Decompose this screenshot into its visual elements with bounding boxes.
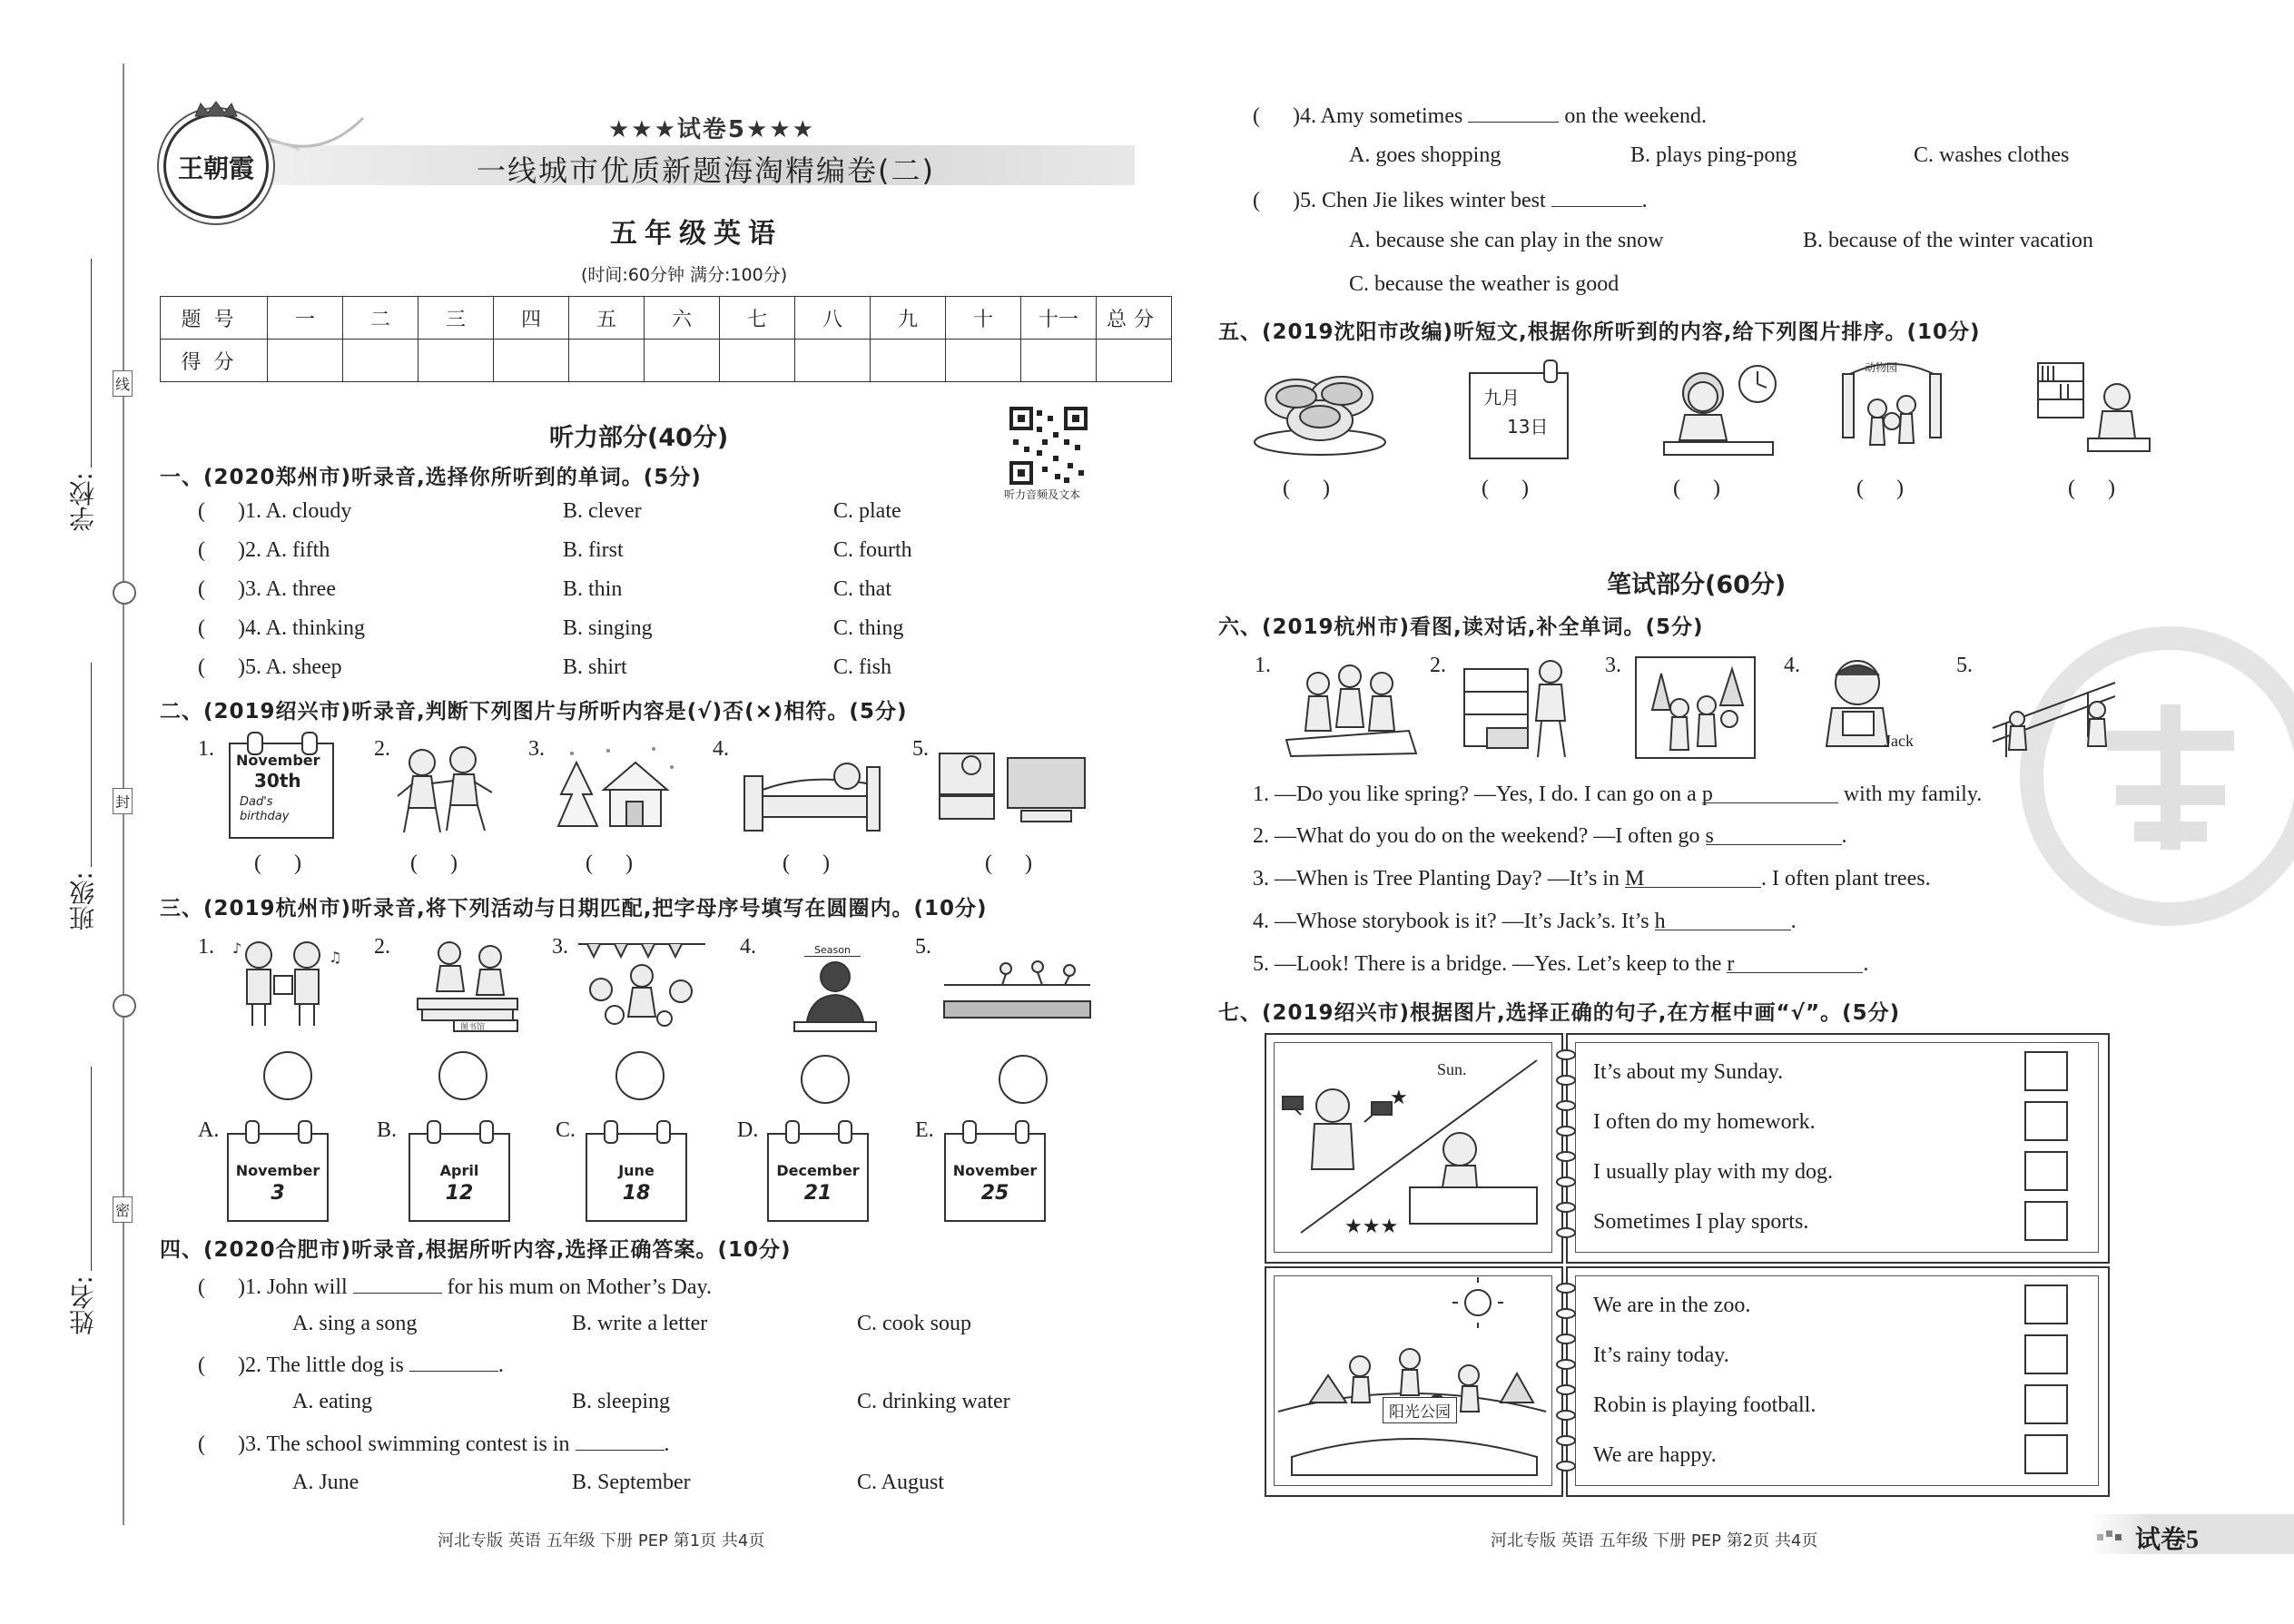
time-info: (时间:60分钟 满分:100分) [581, 265, 788, 285]
score-row2-label: 得分 [161, 340, 268, 382]
calendar-month: June [618, 1162, 655, 1179]
answer-blank[interactable]: r [1727, 952, 1863, 973]
class-label: 班级: [68, 871, 98, 931]
s4-option-b: B. because of the winter vacation [1803, 229, 2093, 252]
s7-p1-checkbox-4[interactable] [2024, 1201, 2068, 1241]
s7-p2-checkbox-4[interactable] [2024, 1434, 2068, 1474]
score-col: 八 [795, 297, 871, 340]
s6-sentence-5: 5. —Look! There is a bridge. —Yes. Let’s keep to the r . [1253, 952, 1869, 976]
s5-calendar-month: 九月 [1483, 387, 1520, 408]
left-footer: 河北专版 英语 五年级 下册 PEP 第1页 共4页 [438, 1531, 765, 1550]
s7-p2-checkbox-2[interactable] [2024, 1334, 2068, 1374]
s3-date-letter-d: D. [737, 1118, 759, 1142]
right-footer: 河北专版 英语 五年级 下册 PEP 第2页 共4页 [1491, 1531, 1818, 1550]
calendar-ring-icon [479, 1120, 494, 1144]
s4-option-a: A. June [292, 1471, 359, 1494]
s7-p1-checkbox-1[interactable] [2024, 1051, 2068, 1091]
qr-code-icon[interactable] [1009, 407, 1088, 485]
calendar-day: 25 [980, 1182, 1009, 1205]
score-cell[interactable] [645, 340, 720, 382]
s7-p2-sentence-2: It’s rainy today. [1593, 1343, 1729, 1367]
s7-p2-sentence-4: We are happy. [1593, 1443, 1717, 1467]
s4-item-5: ( )5. Chen Jie likes winter best . [1253, 186, 1648, 213]
s7-p1-checkbox-3[interactable] [2024, 1151, 2068, 1191]
s1-option-c: C. that [833, 577, 891, 601]
score-row1-label: 题号 [161, 297, 268, 340]
answer-paren[interactable]: ( [198, 538, 205, 562]
calendar-day: 12 [445, 1182, 474, 1205]
publisher-logo [163, 113, 269, 219]
s3-date-letter-b: B. [377, 1118, 398, 1142]
section5-title: 五、(2019沈阳市改编)听短文,根据你所听到的内容,给下列图片排序。(10分) [1218, 320, 1981, 344]
class-field-line[interactable] [91, 663, 92, 867]
s3-season-label: Season [804, 944, 861, 957]
s1-option-c: C. fish [833, 655, 892, 679]
calendar-month: November [235, 1162, 320, 1179]
qr-caption: 听力音频及文本 [1004, 488, 1081, 501]
calendar-ring-icon [298, 1120, 312, 1144]
score-col: 总分 [1097, 297, 1172, 340]
s2-answer-2[interactable]: ( ) [410, 851, 458, 875]
s5-picture-girl-clock [1659, 359, 1777, 458]
s7-panel2-sign: 阳光公园 [1383, 1397, 1457, 1423]
s7-panel1-label: Sun. [1437, 1060, 1467, 1078]
s3-date-calendar-a [227, 1133, 329, 1222]
s6-num-3: 3. [1605, 654, 1621, 677]
school-field-line[interactable] [91, 259, 92, 468]
s4-item-1: ( )1. John will for his mum on Mother’s Day. [198, 1273, 712, 1300]
s7-p2-checkbox-3[interactable] [2024, 1384, 2068, 1424]
s1-option-c: C. plate [833, 499, 901, 523]
s2-num-5: 5. [912, 737, 929, 761]
svg-text:★★★: ★★★ [1344, 1216, 1399, 1238]
s7-panel-1-spiral [1554, 1044, 1578, 1249]
s7-panel-2-picture [1265, 1266, 1563, 1497]
section4-title: 四、(2020合肥市)听录音,根据所听内容,选择正确答案。(10分) [160, 1238, 792, 1262]
score-cell[interactable] [946, 340, 1021, 382]
s2-num-4: 4. [713, 737, 729, 761]
calendar-ring-icon [785, 1120, 800, 1144]
answer-blank[interactable] [353, 1273, 442, 1294]
answer-paren[interactable]: ( [198, 1432, 205, 1456]
s7-p1-sentence-3: I usually play with my dog. [1593, 1160, 1833, 1184]
s6-jack-label: Jack [1885, 732, 1914, 750]
logo-crown-icon [193, 100, 239, 118]
s6-num-2: 2. [1430, 654, 1446, 677]
answer-paren[interactable]: ( [198, 577, 205, 601]
calendar-day: 21 [803, 1182, 832, 1205]
s6-picture-tree-planting [1634, 655, 1757, 760]
s1-option-b: B. thin [563, 577, 623, 601]
s4-option-c: C. drinking water [857, 1390, 1010, 1413]
s3-num-3: 3. [552, 935, 568, 959]
s3-num-2: 2. [374, 935, 390, 959]
s3-answer-circle-5[interactable] [999, 1055, 1048, 1104]
calendar-month: November [236, 752, 320, 769]
s4-option-c: C. cook soup [857, 1312, 971, 1335]
s7-panel-2-spiral [1554, 1277, 1578, 1482]
s5-answer-2[interactable]: ( ) [1482, 477, 1529, 500]
s4-option-a: A. eating [292, 1390, 372, 1413]
score-col: 七 [720, 297, 795, 340]
score-col: 九 [871, 297, 946, 340]
s1-option-b: B. singing [563, 616, 653, 640]
calendar-note: birthday [240, 810, 290, 823]
calendar-month: April [439, 1162, 479, 1179]
s4-option-a: A. goes shopping [1349, 143, 1501, 167]
s7-p1-checkbox-2[interactable] [2024, 1101, 2068, 1141]
score-cell[interactable] [343, 340, 418, 382]
s4-option-a: A. because she can play in the snow [1349, 229, 1664, 252]
s4-item-3: ( )3. The school swimming contest is in . [198, 1430, 670, 1457]
seal-label-seal: 封 [113, 788, 133, 814]
s5-picture-zoo [1832, 356, 1952, 458]
calendar-ring-icon [1015, 1120, 1029, 1144]
s1-option-b: B. shirt [563, 655, 627, 679]
score-cell[interactable] [1021, 340, 1097, 382]
score-cell[interactable] [268, 340, 343, 382]
s4-item-4: ( )4. Amy sometimes on the weekend. [1253, 102, 1707, 129]
score-row-values [161, 340, 1172, 382]
answer-paren[interactable]: ( [1253, 104, 1260, 128]
binding-hole-icon [113, 581, 136, 605]
section2-title: 二、(2019绍兴市)听录音,判断下列图片与所听内容是(√)否(×)相符。(5分) [160, 700, 908, 723]
s6-picture-jack [1805, 655, 1923, 763]
answer-blank[interactable] [576, 1430, 665, 1451]
s3-answer-circle-4[interactable] [801, 1055, 850, 1104]
s4-option-b: B. plays ping-pong [1630, 143, 1797, 167]
s5-calendar-day: 13日 [1507, 416, 1549, 438]
answer-paren[interactable]: ( [198, 1275, 205, 1299]
score-cell[interactable] [720, 340, 795, 382]
seal-label-secret: 密 [113, 1196, 133, 1223]
score-col: 六 [645, 297, 720, 340]
calendar-day: 3 [271, 1182, 285, 1205]
s3-picture-party [574, 935, 710, 1033]
s1-option-c: C. thing [833, 616, 904, 640]
calendar-ring-icon [962, 1120, 977, 1144]
calendar-note: Dad's [240, 795, 273, 809]
corner-squares-icon [2097, 1527, 2133, 1541]
writing-header: 笔试部分(60分) [1607, 571, 1787, 599]
s3-date-letter-c: C. [556, 1118, 576, 1142]
s4-item-2: ( )2. The little dog is . [198, 1351, 504, 1378]
section6-title: 六、(2019杭州市)看图,读对话,补全单词。(5分) [1218, 615, 1704, 639]
s5-answer-1[interactable]: ( ) [1283, 477, 1330, 500]
name-field-line[interactable] [91, 1067, 92, 1271]
s3-date-calendar-c [586, 1133, 687, 1222]
s5-answer-4[interactable]: ( ) [1856, 477, 1904, 500]
score-cell[interactable] [1097, 340, 1172, 382]
s5-picture-mooncakes [1251, 359, 1389, 457]
answer-blank[interactable] [409, 1351, 498, 1372]
s2-num-1: 1. [198, 737, 214, 761]
s3-picture-season [781, 944, 890, 1035]
section7-title: 七、(2019绍兴市)根据图片,选择正确的句子,在方框中画“√”。(5分) [1218, 1001, 1901, 1025]
s7-p2-sentence-1: We are in the zoo. [1593, 1294, 1751, 1317]
s4-option-c: C. August [857, 1471, 945, 1494]
s1-item-3: ( )3. A. three [198, 577, 336, 601]
svg-text:★: ★ [1390, 1087, 1408, 1109]
answer-blank[interactable]: p [1702, 782, 1838, 803]
score-cell[interactable] [795, 340, 871, 382]
s5-zoo-sign: 动物园 [1865, 361, 1898, 374]
calendar-month: November [952, 1162, 1038, 1179]
score-col: 五 [569, 297, 645, 340]
s7-panel-1-picture [1265, 1033, 1563, 1264]
s4-option-c: C. washes clothes [1914, 143, 2070, 167]
s1-item-2: ( )2. A. fifth [198, 538, 330, 562]
calendar-ring-icon [245, 1120, 260, 1144]
s3-picture-running [942, 958, 1092, 1023]
s7-p2-checkbox-1[interactable] [2024, 1284, 2068, 1324]
answer-blank[interactable] [1468, 102, 1559, 123]
s6-picture-bridge [1988, 655, 2120, 760]
s4-option-b: B. write a letter [572, 1312, 708, 1335]
calendar-month: December [776, 1162, 860, 1179]
s3-num-1: 1. [198, 935, 214, 959]
s3-answer-circle-3[interactable] [615, 1051, 665, 1100]
s3-date-calendar-d [767, 1133, 869, 1222]
name-label: 姓名: [68, 1275, 98, 1335]
s4-option-c: C. because the weather is good [1349, 272, 1620, 296]
s3-date-calendar-e [944, 1133, 1046, 1222]
answer-blank[interactable]: s [1706, 824, 1842, 845]
s2-picture-kids [390, 740, 499, 840]
binding-hole-icon [113, 994, 136, 1018]
score-col: 一 [268, 297, 343, 340]
calendar-day: 30th [254, 770, 301, 792]
s2-answer-1[interactable]: ( ) [254, 851, 301, 875]
s6-num-4: 4. [1784, 654, 1800, 677]
s2-picture-tv [935, 740, 1089, 835]
calendar-ring-icon [838, 1120, 852, 1144]
s3-date-letter-a: A. [198, 1118, 220, 1142]
answer-paren[interactable]: ( [198, 499, 205, 523]
s3-answer-circle-1[interactable] [263, 1051, 312, 1100]
s2-num-3: 3. [528, 737, 545, 761]
s1-item-4: ( )4. A. thinking [198, 616, 366, 640]
s4-option-a: A. sing a song [292, 1312, 418, 1335]
s7-p1-sentence-4: Sometimes I play sports. [1593, 1210, 1809, 1234]
calendar-ring-icon [1543, 359, 1558, 383]
seal-label-line: 线 [113, 370, 133, 397]
score-col: 十 [946, 297, 1021, 340]
s2-num-2: 2. [374, 737, 390, 761]
s3-date-calendar-b [409, 1133, 510, 1222]
s1-item-1: ( )1. A. cloudy [198, 499, 352, 523]
s6-picture-picnic [1282, 658, 1418, 758]
section3-title: 三、(2019杭州市)听录音,将下列活动与日期匹配,把字母序号填写在圆圈内。(10分) [160, 897, 988, 920]
calendar-ring-icon [604, 1120, 618, 1144]
s2-picture-bed [740, 740, 885, 835]
s6-sentence-4: 4. —Whose storybook is it? —It’s Jack’s. It’s h . [1253, 910, 1797, 933]
score-row-header [161, 297, 1172, 340]
s6-sentence-3: 3. —When is Tree Planting Day? —It’s in M . I often plant trees. [1253, 867, 1931, 891]
answer-blank[interactable] [1551, 186, 1642, 207]
s7-p1-sentence-2: I often do my homework. [1593, 1110, 1816, 1134]
s3-num-5: 5. [915, 935, 931, 959]
score-cell[interactable] [569, 340, 645, 382]
logo-text: 王朝霞 [177, 155, 254, 183]
s5-picture-study [2033, 359, 2151, 458]
s3-answer-circle-2[interactable] [438, 1051, 487, 1100]
s3-picture-singing [227, 935, 345, 1030]
s6-num-1: 1. [1255, 654, 1271, 677]
answer-paren[interactable]: ( [198, 655, 205, 679]
calendar-ring-icon [427, 1120, 441, 1144]
calendar-ring-icon [656, 1120, 671, 1144]
answer-blank[interactable]: h [1655, 910, 1791, 930]
score-col: 二 [343, 297, 418, 340]
s1-option-c: C. fourth [833, 538, 912, 562]
subject-title: 五年级英语 [610, 218, 783, 250]
s6-picture-shopping [1460, 655, 1587, 760]
s7-panel-2-options [1566, 1266, 2110, 1497]
s3-sign-label: 图书馆 [460, 1023, 486, 1032]
s7-p2-sentence-3: Robin is playing football. [1593, 1393, 1816, 1417]
s2-picture-calendar [229, 743, 334, 839]
binding-margin [0, 0, 131, 1624]
s1-option-b: B. first [563, 538, 624, 562]
s3-picture-books [404, 935, 531, 1033]
score-col: 十一 [1021, 297, 1097, 340]
s5-answer-3[interactable]: ( ) [1673, 477, 1720, 500]
s3-num-4: 4. [740, 935, 756, 959]
listening-header: 听力部分(40分) [549, 424, 729, 452]
s5-answer-5[interactable]: ( ) [2068, 477, 2115, 500]
s5-picture-calendar [1469, 372, 1569, 459]
s2-answer-4[interactable]: ( ) [783, 851, 830, 875]
s2-picture-snow-house [554, 740, 681, 840]
svg-text:♫: ♫ [329, 949, 342, 966]
exam-badge: ★★★试卷5★★★ [608, 116, 815, 143]
s2-answer-3[interactable]: ( ) [586, 851, 633, 875]
score-cell[interactable] [418, 340, 494, 382]
calendar-day: 18 [622, 1182, 651, 1205]
corner-label: 试卷5 [2135, 1526, 2200, 1554]
answer-blank[interactable]: M [1625, 867, 1761, 888]
score-col: 四 [494, 297, 569, 340]
svg-text:♪: ♪ [232, 940, 242, 957]
s6-num-5: 5. [1956, 654, 1973, 677]
score-cell[interactable] [871, 340, 946, 382]
s1-item-5: ( )5. A. sheep [198, 655, 342, 679]
score-col: 三 [418, 297, 494, 340]
s7-p1-sentence-1: It’s about my Sunday. [1593, 1060, 1784, 1084]
s4-option-b: B. September [572, 1471, 691, 1494]
answer-paren[interactable]: ( [198, 616, 205, 640]
corner-tab [2088, 1514, 2294, 1554]
s4-option-b: B. sleeping [572, 1390, 670, 1413]
score-cell[interactable] [494, 340, 569, 382]
s3-date-letter-e: E. [915, 1118, 934, 1142]
s1-option-b: B. clever [563, 499, 642, 523]
section1-title: 一、(2020郑州市)听录音,选择你所听到的单词。(5分) [160, 466, 702, 489]
s6-sentence-2: 2. —What do you do on the weekend? —I often go s . [1253, 824, 1847, 848]
answer-paren[interactable]: ( [198, 1353, 205, 1377]
school-label: 学校: [68, 472, 98, 532]
s7-panel-1-options [1566, 1033, 2110, 1264]
answer-paren[interactable]: ( [1253, 189, 1260, 212]
s6-sentence-1: 1. —Do you like spring? —Yes, I do. I can go on a p with my family. [1253, 782, 1983, 806]
score-table [160, 296, 1172, 382]
series-title: 一线城市优质新题海淘精编卷(二) [477, 153, 935, 188]
s2-answer-5[interactable]: ( ) [985, 851, 1032, 875]
